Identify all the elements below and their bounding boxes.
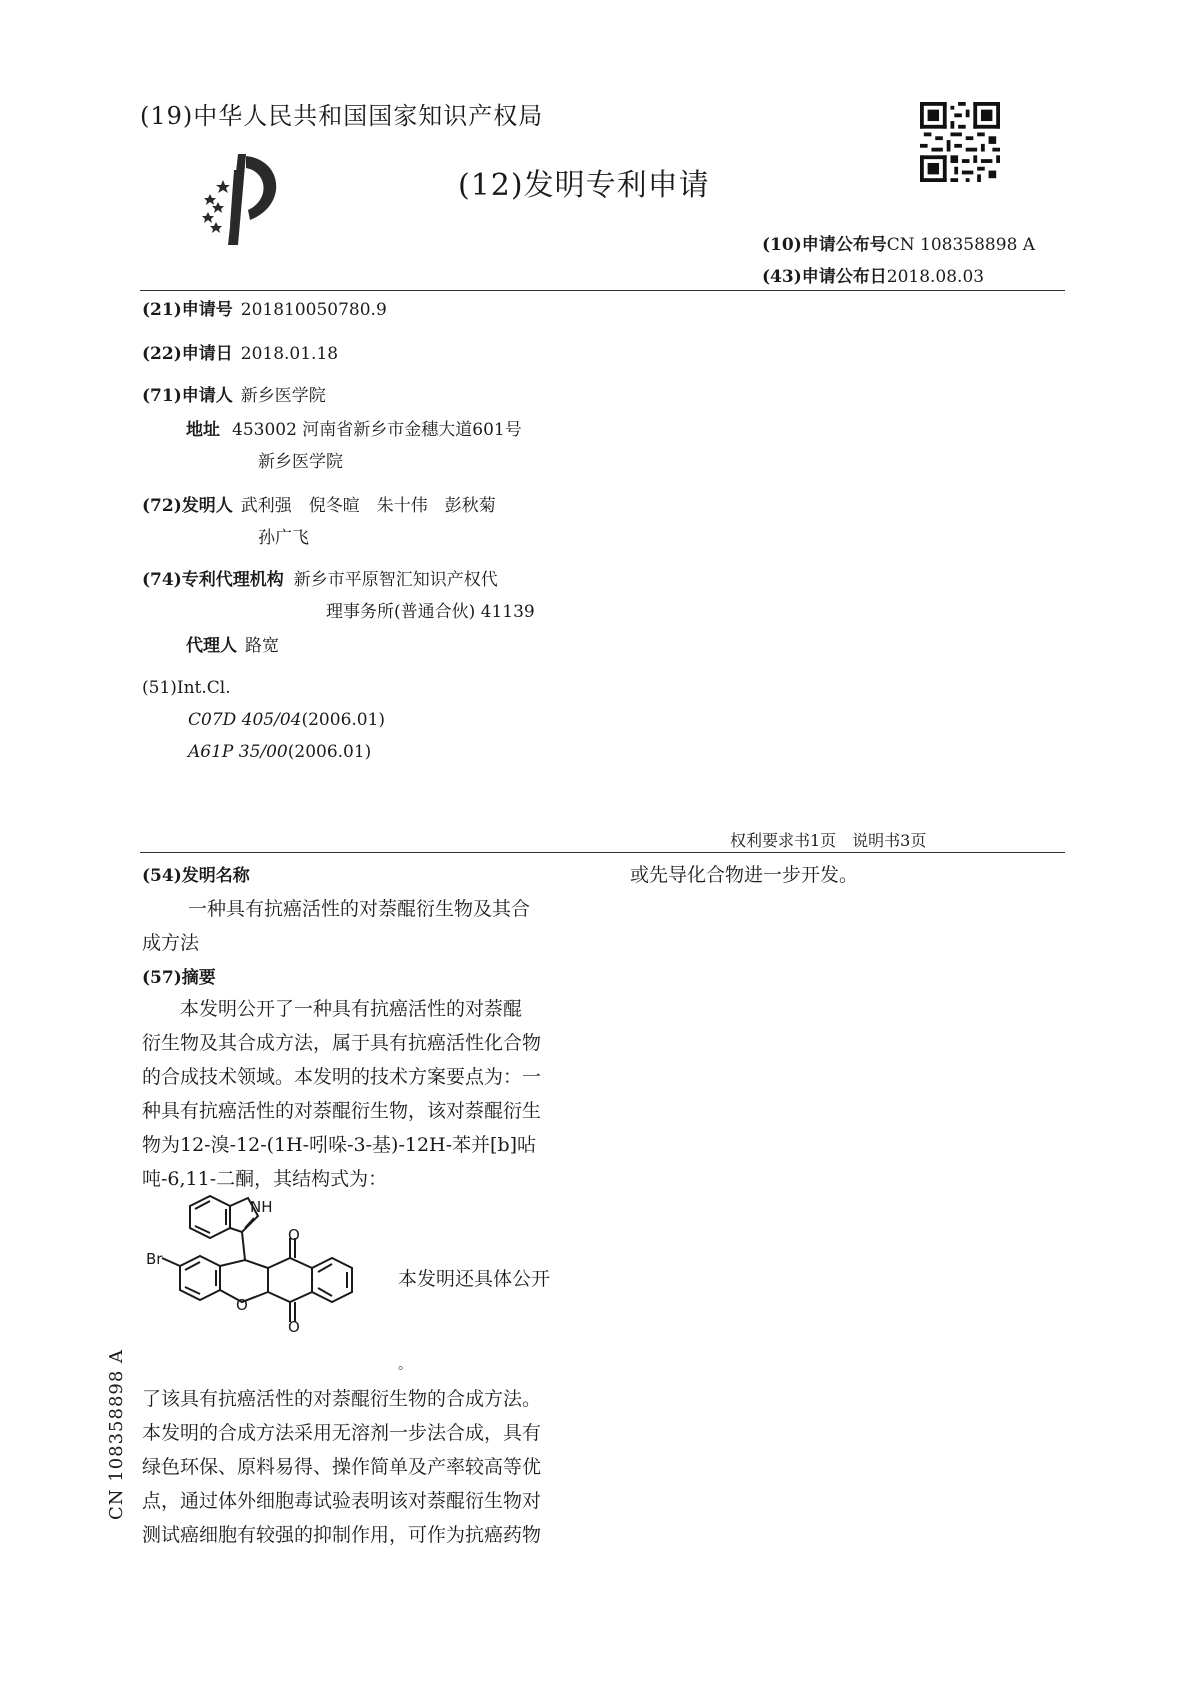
int-cl-1-code: C07D 405/04	[188, 710, 302, 730]
abstract-period: 。	[398, 1357, 412, 1373]
invention-title-line-1: 一种具有抗癌活性的对萘醌衍生物及其合	[188, 898, 531, 920]
abstract-beside-structure: 本发明还具体公开	[398, 1268, 551, 1290]
int-cl-2-code: A61P 35/00	[188, 742, 288, 762]
int-cl-2	[188, 740, 371, 764]
application-number	[142, 298, 387, 322]
abstract-right-column: 或先导化合物进一步开发。	[630, 864, 859, 886]
abstract-text	[142, 992, 597, 1196]
inventors-line-2: 孙广飞	[258, 528, 309, 548]
address-line-1: 453002 河南省新乡市金穗大道601号	[232, 420, 522, 440]
publication-number-value: CN 108358898 A	[886, 235, 1036, 255]
abstract-line: 衍生物及其合成方法，属于具有抗癌活性化合物	[142, 1032, 542, 1054]
application-date-label: (22)申请日	[142, 344, 233, 364]
abstract-line: 吨-6,11-二酮，其结构式为：	[142, 1168, 388, 1190]
patent-agency-label: (74)专利代理机构	[142, 570, 284, 590]
invention-title-label: (54)发明名称	[142, 866, 250, 886]
document-type: (12)发明专利申请	[458, 168, 710, 203]
application-number-value: 201810050780.9	[240, 300, 387, 320]
abstract-line: 本发明的合成方法采用无溶剂一步法合成，具有	[142, 1422, 542, 1444]
applicant-label: (71)申请人	[142, 386, 233, 406]
abstract-line: 物为12-溴-12-(1H-吲哚-3-基)-12H-苯并[b]呫	[142, 1134, 537, 1156]
application-date	[142, 342, 338, 366]
structure-oxygen-top: O	[288, 1226, 300, 1244]
applicant	[142, 384, 326, 408]
publication-date	[762, 262, 984, 287]
applicant-value: 新乡医学院	[240, 386, 326, 406]
agent-value: 路宽	[245, 636, 279, 656]
structure-br-label: Br	[146, 1250, 163, 1268]
abstract-line: 的合成技术领域。本发明的技术方案要点为：一	[142, 1066, 542, 1088]
office-name: (19)中华人民共和国国家知识产权局	[140, 102, 544, 130]
abstract-divider	[140, 852, 1065, 853]
abstract-line: 绿色环保、原料易得、操作简单及产率较高等优	[142, 1456, 542, 1478]
structure-oxygen-bottom: O	[288, 1318, 300, 1336]
int-cl-1-year: (2006.01)	[301, 710, 386, 730]
abstract-line: 本发明公开了一种具有抗癌活性的对萘醌	[180, 998, 523, 1020]
publication-date-value: 2018.08.03	[886, 267, 985, 287]
invention-title-line-2: 成方法	[142, 932, 200, 954]
application-date-value: 2018.01.18	[240, 344, 339, 364]
patent-agency	[142, 568, 498, 592]
abstract-line: 种具有抗癌活性的对萘醌衍生物，该对萘醌衍生	[142, 1100, 542, 1122]
agent-label: 代理人	[186, 636, 237, 656]
abstract-text-continued	[142, 1382, 602, 1552]
address	[186, 418, 522, 442]
address-line-2: 新乡医学院	[258, 452, 343, 472]
abstract-line: 点，通过体外细胞毒试验表明该对萘醌衍生物对	[142, 1490, 542, 1512]
patent-agency-line-2: 理事务所(普通合伙) 41139	[326, 602, 535, 622]
structure-nh-label: NH	[250, 1198, 273, 1216]
agent	[186, 634, 279, 658]
abstract-label: (57)摘要	[142, 968, 216, 988]
int-cl-2-year: (2006.01)	[287, 742, 372, 762]
inventors	[142, 494, 496, 518]
patent-agency-line-1: 新乡市平原智汇知识产权代	[293, 570, 498, 590]
qr-code-icon	[920, 102, 1000, 182]
abstract-line: 测试癌细胞有较强的抑制作用，可作为抗癌药物	[142, 1524, 542, 1546]
address-label: 地址	[186, 420, 220, 440]
int-cl-1	[188, 708, 385, 732]
publication-number-label: (10)申请公布号	[762, 235, 887, 255]
cnipa-logo-icon	[188, 150, 318, 250]
publication-date-label: (43)申请公布日	[762, 267, 887, 287]
structure-oxygen-ring: O	[236, 1296, 248, 1314]
abstract-line: 了该具有抗癌活性的对萘醌衍生物的合成方法。	[142, 1388, 542, 1410]
side-publication-stamp: CN 108358898 A	[106, 1348, 127, 1520]
application-number-label: (21)申请号	[142, 300, 233, 320]
publication-number	[762, 230, 1035, 255]
page-counts: 权利要求书1页 说明书3页	[730, 831, 927, 850]
inventors-line-1: 武利强 倪冬暄 朱十伟 彭秋菊	[240, 496, 496, 516]
inventors-label: (72)发明人	[142, 496, 233, 516]
chemical-structure-diagram	[140, 1188, 400, 1378]
header-divider	[140, 290, 1065, 291]
int-cl-label: (51)Int.Cl.	[142, 678, 231, 698]
